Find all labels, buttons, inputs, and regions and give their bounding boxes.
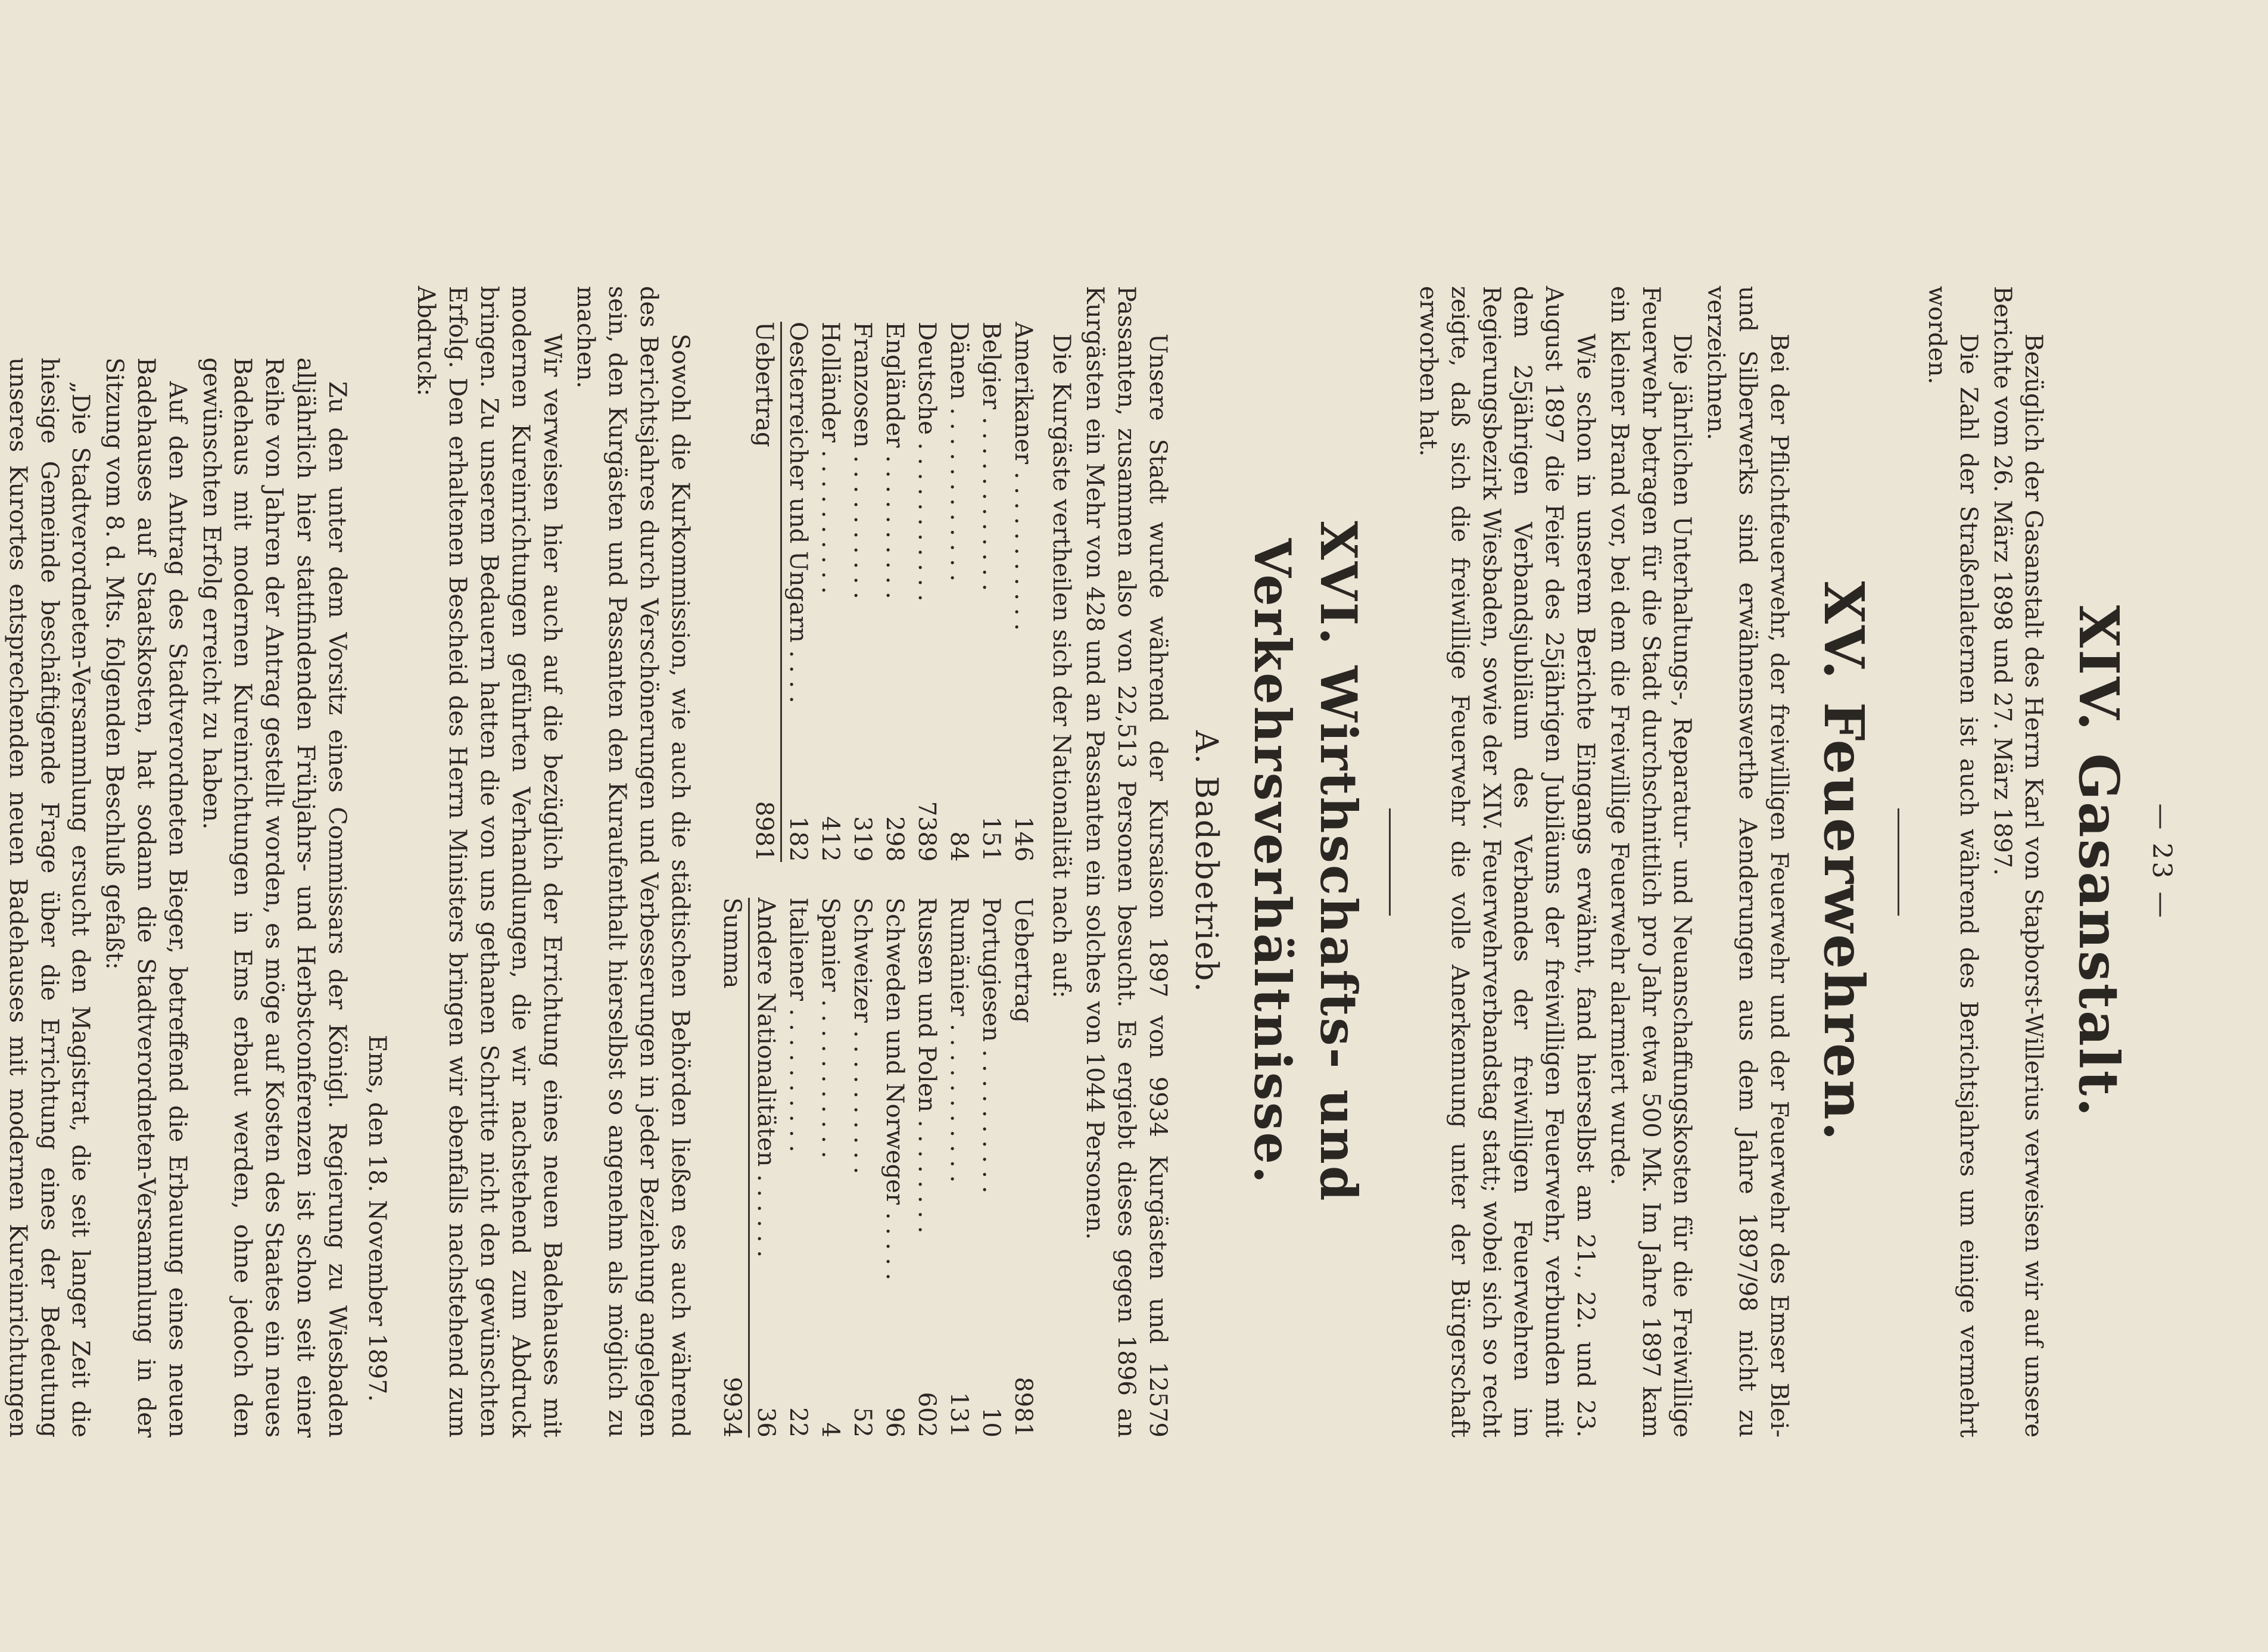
table-row: Andere Nationalitäten . . . . . . 36 xyxy=(752,897,780,1438)
section-xv-paragraph-1: Bei der Pflichtfeuerwehr, der freiwilligen Feuerwehr und der Feuerwehr des Emser Blei- und Silberwerks sind erwähnenswerthe Aenderungen aus dem Jahre 1897/98 nicht zu verzeichnen. xyxy=(1702,286,1793,1438)
place-date: Ems, den 18. November 1897. xyxy=(363,1034,391,1402)
section-xvi-subtitle: A. Badebetrieb. xyxy=(1188,730,1224,993)
table-row: Russen und Polen . . . . . . . . 602 xyxy=(913,897,941,1438)
section-xvi-title: XVI. Wirthschafts- und Verkehrsverhältnisse. xyxy=(1243,521,1369,1203)
section-xvi-paragraph-4: Wir verweisen hier auch auf die bezüglich der Errichtung eines neuen Badehauses mit modernen Kureinrichtungen geführten Verhandlungen, die wir nachstehend zum Abdruck bringen. Zu unserem Bedauern hatten die von uns gethanen Schritte nicht den gewünschten Erfolg. Den erhaltenen Bescheid des Herrn Ministers bringen wir ebenfalls nachstehend zum Abdruck: xyxy=(412,286,566,1438)
nationality-column-left xyxy=(716,322,1039,862)
quoted-letter xyxy=(0,357,353,1438)
section-xiv-paragraph-2: Die Zahl der Straßenlaternen ist auch während des Berichtsjahres um einige vermehrt worden. xyxy=(1923,286,1982,1438)
table-row: Rumänier . . . . . . . . . . . 131 xyxy=(945,897,973,1438)
table-row: Holländer . . . . . . . . . . 412 xyxy=(817,322,845,862)
table-row-total: Summa 9934 xyxy=(716,898,750,1438)
section-xvi-paragraph-3: Sowohl die Kurkommission, wie auch die städtischen Behörden ließen es auch während des Berichtsjahres durch Verschönerungen und Verbesserungen in jeder Beziehung angelegen sein, den Kurgästen und Passanten den Kuraufenthalt hierselbst so angenehm als möglich zu machen. xyxy=(572,286,694,1438)
nationality-column-right xyxy=(716,898,1039,1438)
section-xiv-title: XIV. Gasanstalt. xyxy=(2066,605,2131,1119)
section-xvi-paragraph-2: Die Kurgäste vertheilen sich der Nationalität nach auf: xyxy=(1047,334,1075,998)
quoted-paragraph-2: Auf den Antrag des Stadtverordneten Bieger, betreffend die Erbauung eines neuen Badehauses auf Staatskosten, hat sodann die Stadtverordneten-Versammlung in der Sitzung vom 8. d. Mts. folgenden Beschluß gefaßt: xyxy=(101,357,191,1438)
table-row: Portugiesen . . . . . . . . . . 10 xyxy=(977,897,1005,1438)
quoted-paragraph-3: „Die Stadtverordneten-Versammlung ersucht den Magistrat, die seit langer Zeit die hiesige Gemeinde beschäftigende Frage über die Errichtung eines der Bedeutung unseres Kurortes entsprechenden neuen Badehauses mit modernen Kureinrichtungen xyxy=(4,357,95,1438)
page-number: — 23 — xyxy=(2146,803,2177,920)
divider xyxy=(1898,808,1899,916)
section-xvi-paragraph-1: Unsere Stadt wurde während der Kursaison 1897 von 9934 Kurgästen und 12579 Passanten, zusammen also von 22,513 Personen besucht. Es ergiebt dieses gegen 1896 an Kurgästen ein Mehr von 428 und an Passanten ein solches von 1044 Personen. xyxy=(1081,286,1172,1438)
section-xv-paragraph-3: Wie schon in unserem Berichte Eingangs erwähnt, fand hierselbst am 21., 22. und 23. August 1897 die Feier des 25jährigen Jubiläums der freiwilligen Feuerwehr, verbunden mit dem 25jährigen Verbandsjubiläum des Verbandes der freiwilligen Feuerwehren im Regierungsbezirk Wiesbaden, sowie der XIV. Feuerwehrverbandstag statt; wobei sich so recht zeigte, daß sich die freiwillige Feuerwehr die volle Anerkennung unter der Bürgerschaft erworben hat. xyxy=(1415,286,1600,1438)
table-row: Schweden und Norweger . . . . . 96 xyxy=(881,897,909,1438)
table-row-carry: Uebertrag 8981 xyxy=(1010,897,1038,1438)
nationality-table xyxy=(716,322,1039,1438)
section-xv-paragraph-2: Die jährlichen Unterhaltungs-, Reparatur- und Neuanschaffungskosten für die Freiwillige Feuerwehr betragen für die Stadt durchschnittlich pro Jahr etwa 500 Mk. Im Jahre 1897 kam ein kleiner Brand vor, bei dem die Freiwillige Feuerwehr alarmiert wurde. xyxy=(1605,286,1696,1438)
table-row: Deutsche . . . . . . . . . . . 7389 xyxy=(913,322,941,862)
table-row: Schweizer . . . . . . . . . . 52 xyxy=(849,897,877,1438)
table-row: Engländer . . . . . . . . . . 298 xyxy=(881,322,909,862)
divider xyxy=(1389,808,1391,916)
table-row: Belgier . . . . . . . . . . . . 151 xyxy=(977,322,1005,862)
table-row: Dänen . . . . . . . . . . . . 84 xyxy=(945,322,973,862)
table-row-total: Uebertrag 8981 xyxy=(748,322,782,862)
quoted-paragraph-1: Zu den unter dem Vorsitz eines Commissars der Königl. Regierung zu Wiesbaden alljährlich hier stattfindenden Frühjahrs- und Herbstconferenzen ist schon seit einer Reihe von Jahren der Antrag gestellt worden, es möge auf Kosten des Staates ein neues Badehaus mit modernen Kureinrichtungen in Ems erbaut werden, ohne jedoch den gewünschten Erfolg erreicht zu haben. xyxy=(197,357,351,1438)
section-xiv-paragraph-1: Bezüglich der Gasanstalt des Herrn Karl von Stapborst-Willerius verweisen wir auf unsere Berichte vom 26. März 1898 und 27. März 1897. xyxy=(1988,286,2048,1438)
section-xv-title: XV. Feuerwehren. xyxy=(1812,581,1877,1143)
table-row: Amerikaner . . . . . . . . . . . 146 xyxy=(1010,322,1038,862)
table-row: Spanier . . . . . . . . . . . 4 xyxy=(817,897,845,1438)
table-row: Oesterreicher und Ungarn . . . . 182 xyxy=(784,322,812,862)
table-row: Franzosen . . . . . . . . . . 319 xyxy=(849,322,877,862)
table-row: Italiener . . . . . . . . . . 22 xyxy=(784,897,812,1438)
